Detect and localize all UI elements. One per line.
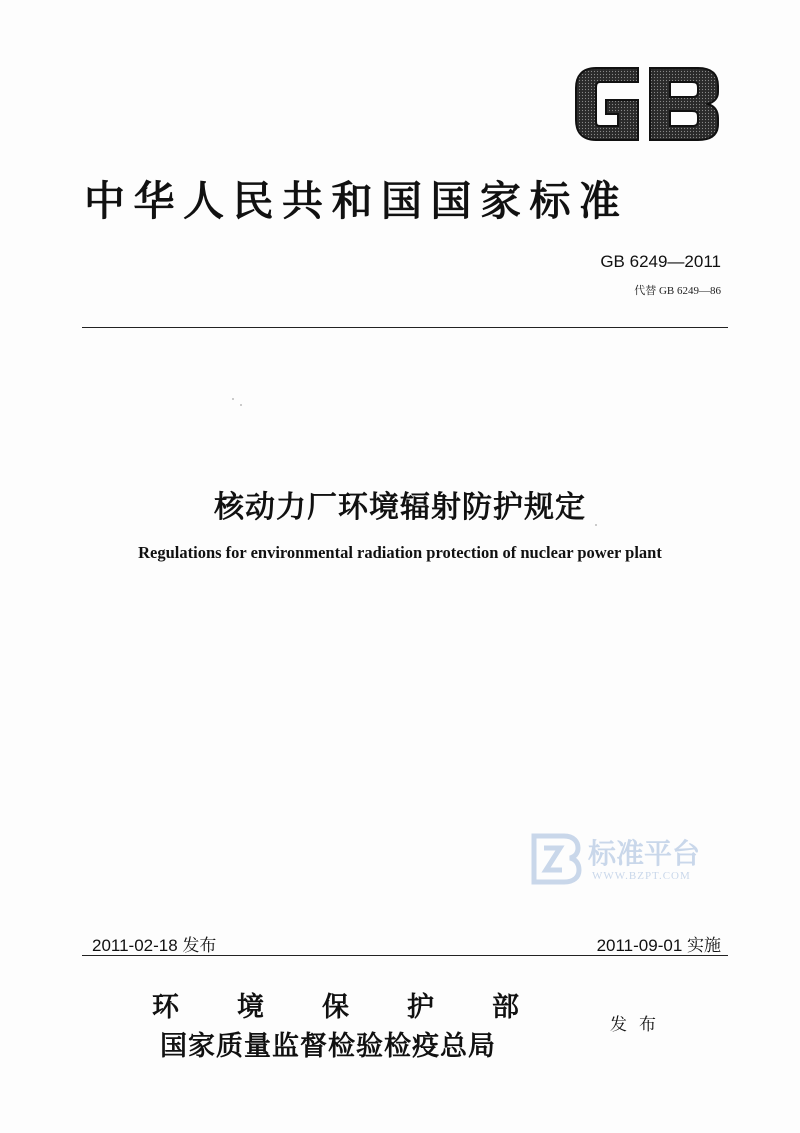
watermark: [528, 830, 728, 890]
watermark-url: WWW.BZPT.COM: [592, 870, 691, 882]
gb-logo-icon: [572, 64, 722, 144]
replaces-standard: 代替 GB 6249—86: [634, 285, 721, 297]
issue-date: 2011-02-18 发布: [92, 936, 217, 955]
publish-label: 发布: [610, 1015, 668, 1035]
scan-speck: [240, 404, 242, 406]
standard-number: GB 6249—2011: [600, 252, 721, 271]
footer-divider: [82, 955, 728, 956]
document-title-en: Regulations for environmental radiation protection of nuclear power plant: [138, 543, 662, 562]
issuer-aqsiq: 国家质量监督检验检疫总局: [160, 1031, 496, 1062]
national-standard-title: 中华人民共和国国家标准: [84, 177, 629, 225]
implementation-date: 2011-09-01 实施: [596, 936, 721, 955]
watermark-text: 标准平台: [588, 837, 701, 870]
issuer-ministry: 环境保护部: [152, 992, 577, 1023]
scan-speck: [232, 398, 234, 400]
scan-speck: [595, 524, 597, 526]
header-divider: [82, 327, 728, 328]
watermark-logo-icon: [528, 830, 584, 886]
document-title-cn: 核动力厂环境辐射防护规定: [214, 490, 586, 525]
